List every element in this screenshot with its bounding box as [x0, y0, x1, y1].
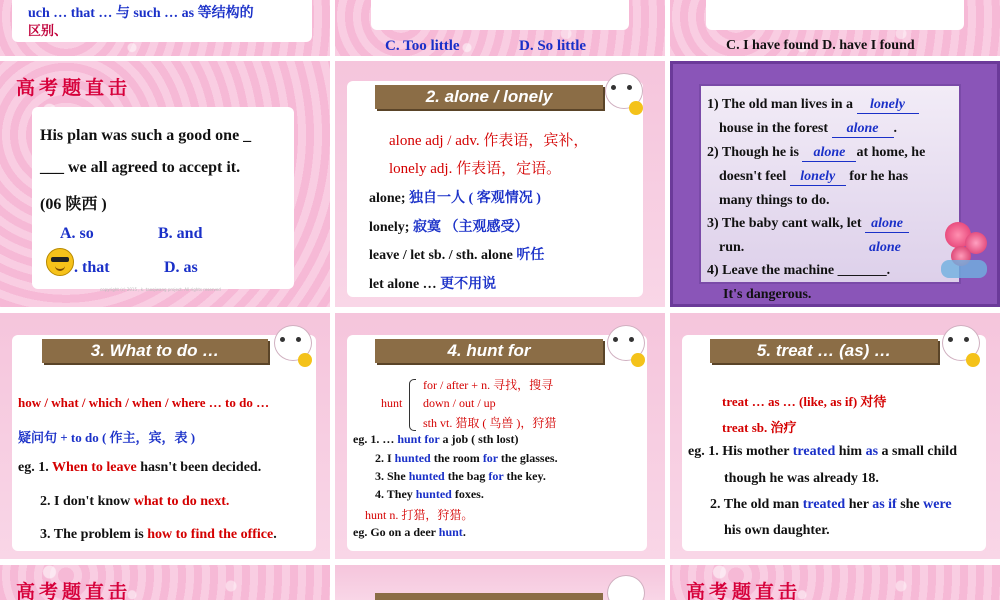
- cartoon-cat-icon: [270, 319, 316, 369]
- slide-banner: [375, 593, 603, 600]
- rule-text: treat … as … (like, as if) 对待: [722, 394, 887, 409]
- slide-alone-lonely[interactable]: [335, 61, 665, 307]
- option-d: D. So little: [519, 38, 587, 54]
- copyright-text: copyright (c) 2015 , k. taoqiwang project. All rights reserved: [100, 287, 221, 292]
- exercise-line: 4) Leave the machine _______.: [707, 263, 891, 278]
- rule-alone: alone adj / adv. 作表语，宾补，: [389, 133, 589, 149]
- slide-text: uch … that … 与 such … as 等结构的: [28, 6, 254, 21]
- example-line: his own daughter.: [724, 523, 830, 538]
- rule-text: how / what / which / when / where … to do …: [18, 395, 270, 410]
- exercise-line: house in the forest alone .: [719, 121, 898, 136]
- slide-banner: 2. alone / lonely: [375, 85, 603, 109]
- rule-text: treat sb. 治疗: [722, 420, 797, 435]
- slide-title: 高考题直击: [16, 77, 132, 99]
- exercise-line: run.: [719, 240, 745, 255]
- slide-gaokao-question[interactable]: [0, 61, 330, 307]
- hunt-word: hunt: [381, 396, 403, 410]
- exercise-line: It's dangerous.: [723, 287, 812, 302]
- example-line: eg. 1. … hunt for a job ( sth lost): [353, 432, 519, 446]
- example-line: eg. 1. When to leave hasn't been decided.: [18, 460, 262, 475]
- slide-content-box: [371, 0, 629, 30]
- example-line: 2. I hunted the room for the glasses.: [375, 451, 558, 465]
- slide-content-box: [706, 0, 964, 30]
- smiley-sunglasses-icon: [46, 248, 74, 276]
- question-source: (06 陕西 ): [40, 196, 107, 213]
- slide-treat-as[interactable]: [670, 313, 1000, 559]
- hunt-usage: down / out / up: [423, 396, 496, 410]
- cartoon-cat-icon: [603, 569, 649, 600]
- example-line: eg. 1. His mother treated him as a small child: [688, 444, 957, 459]
- example-line: though he was already 18.: [724, 471, 879, 486]
- slide-top-right[interactable]: [670, 0, 1000, 56]
- example-line: eg. Go on a deer hunt.: [353, 525, 466, 539]
- brace: [409, 379, 416, 431]
- option-b: B. and: [158, 225, 203, 242]
- exercise-line: 2) Though he is alone at home, he: [707, 145, 926, 160]
- slide-what-to-do[interactable]: [0, 313, 330, 559]
- hunt-noun: hunt n. 打猎，狩猎。: [365, 508, 474, 522]
- cartoon-cat-icon: [603, 319, 649, 369]
- phrase-leave-alone: leave / let sb. / sth. alone 听任: [369, 248, 545, 263]
- slide-bottom-left[interactable]: [0, 565, 330, 600]
- answer-text: alone: [869, 240, 901, 255]
- example-line: 3. The problem is how to find the office.: [40, 527, 277, 542]
- hunt-usage: sth vt. 猎取 ( 鸟兽 )，狩猎: [423, 416, 557, 430]
- hunt-usage: for / after + n. 寻找，搜寻: [423, 378, 554, 392]
- exercise-line: 1) The old man lives in a lonely: [707, 97, 919, 114]
- flower-bouquet-icon: [937, 216, 997, 286]
- meaning-lonely: lonely; 寂寞 （主观感受）: [369, 220, 529, 235]
- question-line: ___ we all agreed to accept it.: [40, 159, 241, 176]
- exercise-line: doesn't feel lonely for he has: [719, 169, 909, 184]
- cartoon-cat-icon: [601, 67, 647, 117]
- slide-banner: 3. What to do …: [42, 339, 268, 363]
- slide-top-middle[interactable]: [335, 0, 665, 56]
- question-line: His plan was such a good one _: [40, 127, 252, 144]
- example-line: 4. They hunted foxes.: [375, 487, 484, 501]
- slide-bottom-middle[interactable]: [335, 565, 665, 600]
- option-c: C. Too little: [385, 38, 460, 54]
- exercise-line: many things to do.: [719, 193, 830, 208]
- example-line: 3. She hunted the bag for the key.: [375, 469, 546, 483]
- slide-title: 高考题直击: [16, 581, 132, 600]
- meaning-alone: alone; 独自一人 ( 客观情况 ): [369, 191, 541, 206]
- slide-title: 高考题直击: [686, 581, 802, 600]
- option-a: A. so: [60, 225, 94, 242]
- slide-top-left[interactable]: [0, 0, 330, 56]
- slide-hunt-for[interactable]: [335, 313, 665, 559]
- option-c: . that: [74, 259, 110, 276]
- slide-text: 区别、: [28, 23, 68, 38]
- slide-banner: 5. treat … (as) …: [710, 339, 938, 363]
- slide-exercise[interactable]: [670, 61, 1000, 307]
- example-line: 2. I don't know what to do next.: [40, 494, 230, 509]
- phrase-let-alone: let alone … 更不用说: [369, 277, 497, 292]
- cartoon-cat-icon: [938, 319, 984, 369]
- rule-lonely: lonely adj. 作表语，定语。: [389, 161, 562, 177]
- example-line: 2. The old man treated her as if she were: [710, 497, 952, 512]
- option-d: D. as: [164, 259, 198, 276]
- exercise-line: 3) The baby cant walk, let alone: [707, 216, 909, 233]
- options-text: C. I have found D. have I found: [726, 38, 915, 53]
- slide-banner: 4. hunt for: [375, 339, 603, 363]
- rule-text: 疑问句 + to do ( 作主，宾，表 ): [18, 430, 196, 445]
- slide-bottom-right[interactable]: [670, 565, 1000, 600]
